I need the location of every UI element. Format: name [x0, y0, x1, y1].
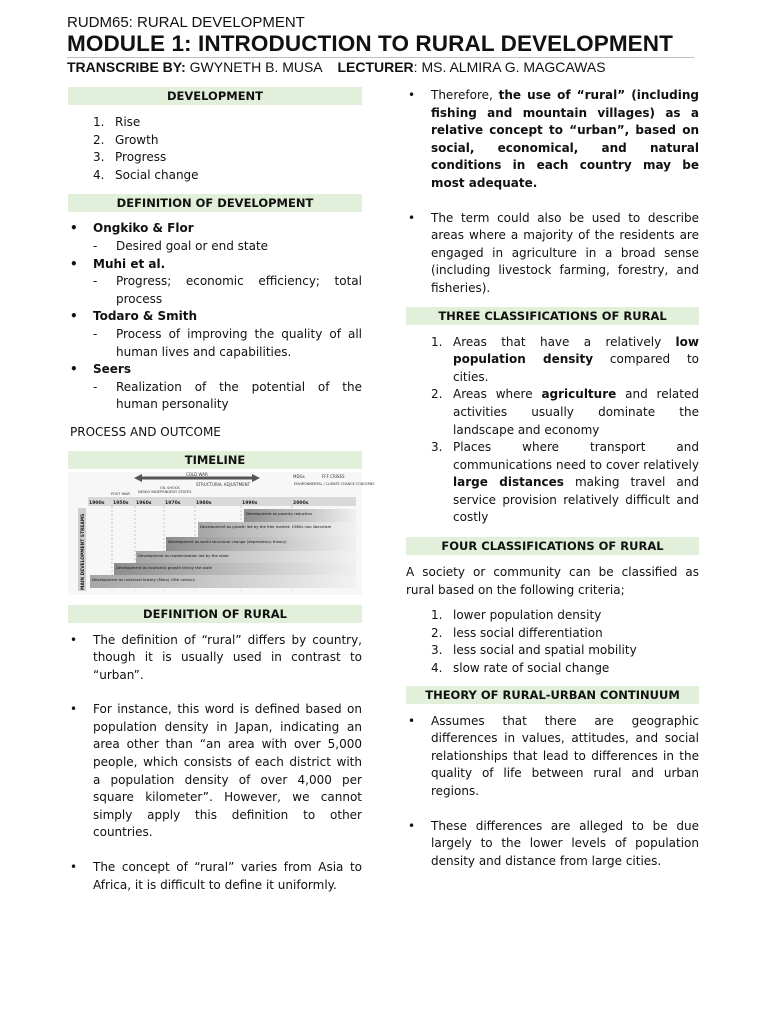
lecturer-label: LECTURER: [337, 59, 414, 75]
era-label: ENVIRONMENTAL / CLIMATE CHANGE CONCERNS: [294, 481, 375, 486]
list-item: • The definition of “rural” differs by country, though it is usually used in contrast to “urban”.: [70, 632, 362, 682]
stream-label: Development as modernisation led by the state: [138, 552, 229, 558]
left-column: [68, 87, 375, 894]
list-item: 1. lower population density: [431, 608, 602, 623]
era-label: COLD WAR: [186, 471, 208, 477]
list-item: 2. Areas where agriculture and related activities usually dominate the landscape and economy: [431, 387, 699, 437]
definition-list: [68, 220, 362, 414]
four-classifications-list: [406, 607, 699, 677]
title-underline: [67, 57, 694, 58]
list-item: 2. Growth: [93, 132, 159, 147]
list-item: - Progress; economic efficiency; total process: [93, 274, 362, 306]
transcriber-name: GWYNETH B. MUSA: [189, 59, 322, 75]
decade-label: 1970s: [165, 500, 181, 506]
decade-label: 1960s: [136, 500, 152, 506]
list-item: 1. Rise: [93, 115, 141, 129]
list-item: 4. slow rate of social change: [431, 661, 610, 676]
definition-rural-heading: DEFINITION OF RURAL: [68, 605, 362, 623]
list-item: 1. Areas that have a relatively low population density compared to cities.: [431, 334, 700, 384]
three-classifications-heading: THREE CLASSIFICATIONS OF RURAL: [406, 307, 699, 325]
list-item: • Ongkiko & Flor: [70, 221, 194, 236]
list-item: 3. Progress: [93, 150, 167, 165]
list-item: - Process of improving the quality of all human lives and capabilities.: [93, 326, 362, 359]
axis-label: MAIN DEVELOPMENT STREAMS: [81, 513, 86, 590]
list-item: • Assumes that there are geographic differences in values, attitudes, and social relationships that lead to differences in the quality of life between rural and urban regions.: [408, 713, 699, 798]
theory-heading: THEORY OF RURAL-URBAN CONTINUUM: [406, 686, 699, 704]
list-item: • These differences are alleged to be due largely to the lower levels of population density and distance from large cities.: [408, 818, 699, 868]
four-classifications-heading: FOUR CLASSIFICATIONS OF RURAL: [406, 537, 699, 555]
list-item: • For instance, this word is defined based on population density in Japan, indicating an area other than “an area with over 5,000 people, which consists of each district with a population density of over 4,000 per square kilometer”. However, we cannot simply apply this definition to other countries.: [70, 702, 362, 840]
era-label: NEWLY INDEPENDENT STATES: [138, 489, 192, 494]
era-label: OIL SHOCK: [160, 485, 180, 490]
decade-label: 2000s: [293, 500, 309, 506]
timeline-figure: [68, 471, 375, 595]
list-item: • Todaro & Smith: [70, 309, 198, 324]
timeline-heading: TIMELINE: [68, 451, 362, 469]
era-label: FFF CRISES: [322, 473, 345, 479]
list-item: 3. less social and spatial mobility: [431, 643, 637, 658]
list-item: • The concept of “rural” varies from Asia to Africa, it is difficult to define it uniformly.: [70, 860, 362, 892]
course-code: RUDM65: RURAL DEVELOPMENT: [67, 14, 305, 31]
list-item: - Desired goal or end state: [93, 238, 269, 253]
author-line: [67, 59, 606, 75]
four-classifications-intro: A society or community can be classified as rural based on the following criteria;: [406, 565, 699, 597]
era-label: MDGs: [293, 473, 305, 479]
timeline-diagram: [68, 471, 375, 595]
process-outcome: PROCESS AND OUTCOME: [70, 424, 221, 439]
lecturer-name: : MS. ALMIRA G. MAGCAWAS: [413, 59, 606, 75]
development-list: [68, 114, 362, 184]
stream-label: Development as economic growth led by the state: [116, 564, 213, 570]
stream-label: Development as growth led by the free market: 1980s neo liberalism: [200, 523, 332, 529]
module-title: MODULE 1: INTRODUCTION TO RURAL DEVELOPMENT: [67, 31, 673, 56]
era-label: POST WAR: [111, 491, 130, 496]
list-item: • Seers: [70, 362, 131, 377]
stream-label: Development as poverty reduction: [246, 510, 313, 516]
decade-label: 1950s: [113, 500, 129, 506]
list-item: • The term could also be used to describe areas where a majority of the residents are engaged in agriculture in a broad sense (including livestock farming, forestry, and fisheries).: [408, 210, 699, 295]
era-label: STRUCTURAL ADJUSTMENT: [196, 481, 251, 487]
right-column: [406, 87, 699, 870]
development-heading: DEVELOPMENT: [68, 87, 362, 105]
decade-label: 1990s: [242, 500, 258, 506]
list-item: 4. Social change: [93, 167, 199, 182]
definition-development-heading: DEFINITION OF DEVELOPMENT: [68, 194, 362, 212]
stream-label: Development as world structural change (dependency theory): [168, 538, 287, 544]
list-item: 3. Places where transport and communications need to cover relatively large distances making travel and service provision relatively difficult and costly: [431, 440, 699, 525]
stream-label: Development as universal history (Marx) 19th century: [92, 576, 196, 582]
three-classifications-list: [406, 334, 699, 528]
transcribe-label: TRANSCRIBE BY:: [67, 59, 186, 75]
list-item: - Realization of the potential of the human personality: [93, 379, 362, 412]
decade-label: 1900s: [89, 500, 105, 506]
decade-label: 1980s: [196, 500, 212, 506]
list-item: • Therefore, the use of “rural” (including fishing and mountain villages) as a relative concept to “urban”, based on social, economical, and natural conditions in each country may be most adequate.: [408, 88, 699, 190]
list-item: • Muhi et al.: [70, 256, 166, 271]
list-item: 2. less social differentiation: [431, 625, 603, 640]
